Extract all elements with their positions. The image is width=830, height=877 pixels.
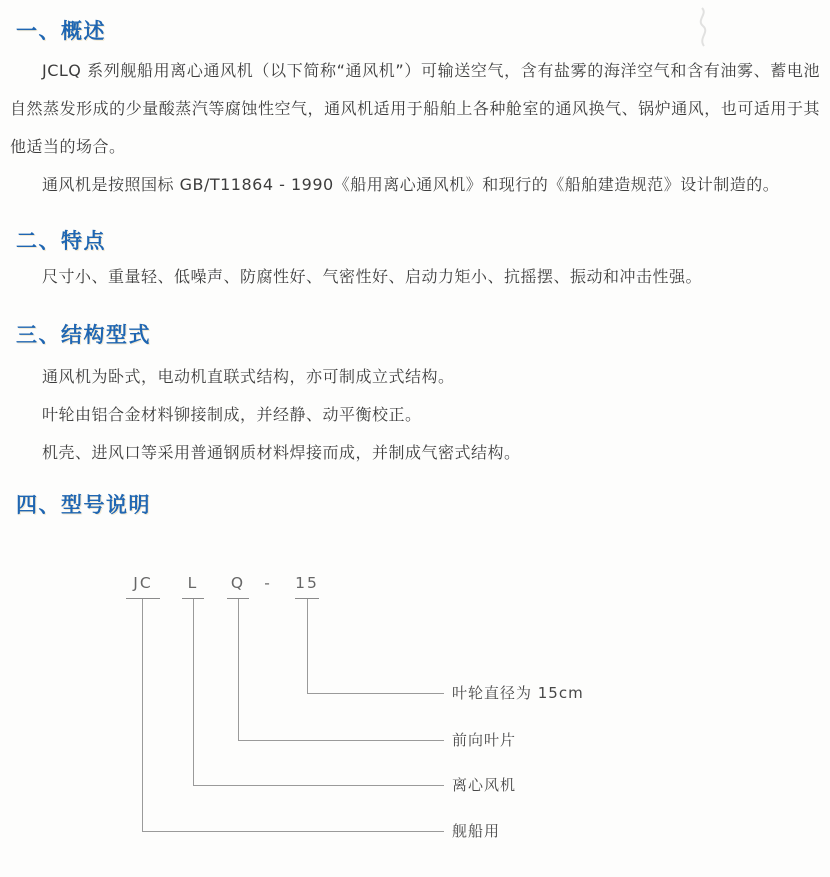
scan-smudge-artifact bbox=[688, 6, 718, 52]
model-code-marine: JC bbox=[126, 573, 160, 599]
model-code-separator: - bbox=[264, 574, 272, 592]
section-heading-model-designation: 四、型号说明 bbox=[16, 493, 151, 517]
diagram-label-forward-blade: 前向叶片 bbox=[452, 731, 517, 749]
structure-paragraph-3: 机壳、进风口等采用普通钢质材料焊接而成，并制成气密式结构。 bbox=[42, 443, 521, 462]
diagram-label-marine: 舰船用 bbox=[452, 822, 501, 840]
section-heading-overview: 一、概述 bbox=[16, 19, 106, 43]
diagram-label-diameter: 叶轮直径为 15cm bbox=[452, 684, 584, 702]
diagram-label-centrifugal: 离心风机 bbox=[452, 776, 517, 794]
model-code-forward-blade: Q bbox=[227, 573, 249, 599]
structure-paragraph-1: 通风机为卧式，电动机直联式结构，亦可制成立式结构。 bbox=[42, 367, 455, 386]
structure-paragraph-2: 叶轮由铝合金材料铆接制成，并经静、动平衡校正。 bbox=[42, 405, 422, 424]
section-heading-features: 二、特点 bbox=[16, 229, 106, 253]
model-designation-diagram bbox=[0, 560, 830, 860]
overview-paragraph-2: 通风机是按照国标 GB/T11864 - 1990《船用离心通风机》和现行的《船舶建造规范》设计制造的。 bbox=[42, 175, 780, 194]
overview-paragraph-1: JCLQ 系列舰船用离心通风机（以下简称“通风机”）可输送空气，含有盐雾的海洋空气和含有油雾、蓄电池自然蒸发形成的少量酸蒸汽等腐蚀性空气，通风机适用于船舶上各种舱室的通风换气、锅炉通风，也可适用于其他适当的场合。 bbox=[10, 61, 820, 156]
section-heading-structure: 三、结构型式 bbox=[16, 323, 151, 347]
model-code-centrifugal: L bbox=[182, 573, 204, 599]
leader-line-marine bbox=[142, 599, 444, 832]
model-code-size: 15 bbox=[295, 573, 319, 599]
features-paragraph: 尺寸小、重量轻、低噪声、防腐性好、气密性好、启动力矩小、抗摇摆、振动和冲击性强。 bbox=[42, 267, 703, 286]
